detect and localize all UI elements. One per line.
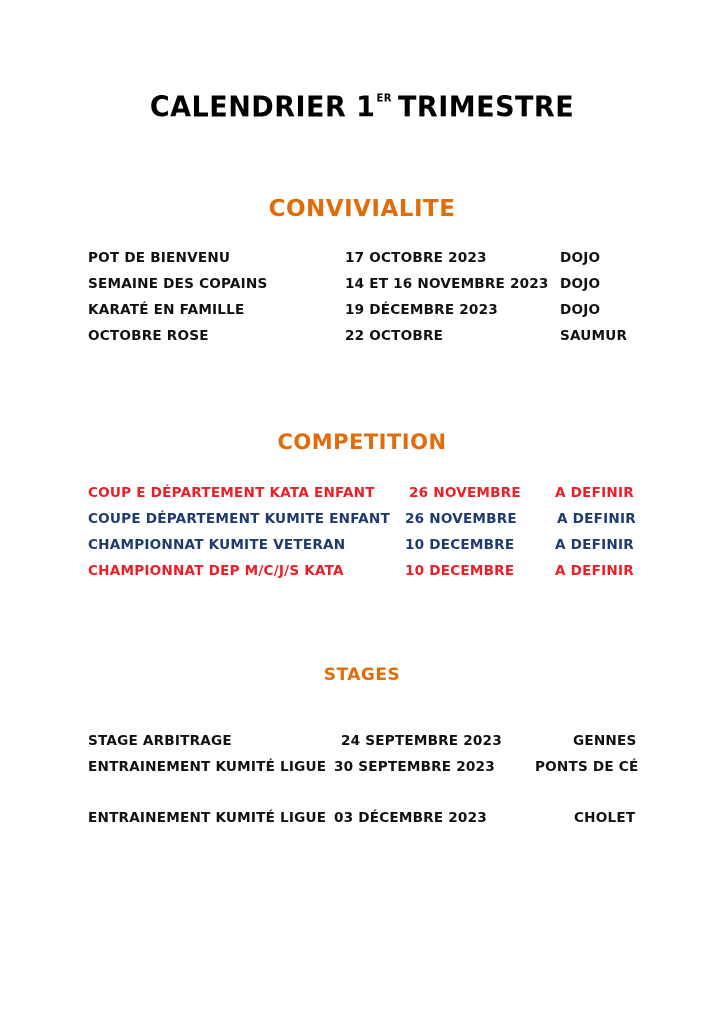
section-heading-competition: COMPETITION <box>277 430 447 454</box>
conv-row-2-event: SEMAINE DES COPAINS <box>88 276 268 292</box>
conv-row-3-date: 19 DÉCEMBRE 2023 <box>345 302 498 318</box>
stage-row-2-date: 30 SEPTEMBRE 2023 <box>334 759 495 775</box>
comp-row-4-event: CHAMPIONNAT DEP M/C/J/S KATA <box>88 563 344 579</box>
conv-row-2-date: 14 ET 16 NOVEMBRE 2023 <box>345 276 549 292</box>
section-heading-convivialite: CONVIVIALITE <box>268 196 456 222</box>
comp-row-2-place: A DEFINIR <box>557 511 636 527</box>
conv-row-1-place: DOJO <box>560 250 601 266</box>
stage-row-1-place: GENNES <box>573 733 637 749</box>
stage-row-2-place: PONTS DE CÉ <box>535 759 639 775</box>
stage-row-1-date: 24 SEPTEMBRE 2023 <box>341 733 502 749</box>
title-superscript: ER <box>376 93 392 105</box>
stage-row-3-place: CHOLET <box>574 810 636 826</box>
title-main: CALENDRIER 1 <box>149 91 376 124</box>
stage-row-2-event: ENTRAINEMENT KUMITÉ LIGUE <box>88 759 327 775</box>
comp-row-4-date: 10 DECEMBRE <box>405 563 515 579</box>
stage-row-3-date: 03 DÉCEMBRE 2023 <box>334 810 487 826</box>
comp-row-2-date: 26 NOVEMBRE <box>405 511 517 527</box>
section-heading-stages: STAGES <box>323 665 401 685</box>
comp-row-1-place: A DEFINIR <box>555 485 634 501</box>
comp-row-1-date: 26 NOVEMBRE <box>409 485 521 501</box>
page-title <box>0 91 724 124</box>
comp-row-1-event: COUP E DÉPARTEMENT KATA ENFANT <box>88 485 375 501</box>
conv-row-4-date: 22 OCTOBRE <box>345 328 444 344</box>
comp-row-4-place: A DEFINIR <box>555 563 634 579</box>
conv-row-3-event: KARATÉ EN FAMILLE <box>88 302 245 318</box>
comp-row-2-event: COUPE DÉPARTEMENT KUMITE ENFANT <box>88 511 390 527</box>
conv-row-1-date: 17 OCTOBRE 2023 <box>345 250 487 266</box>
comp-row-3-place: A DEFINIR <box>555 537 634 553</box>
title-rest: TRIMESTRE <box>398 91 575 124</box>
conv-row-3-place: DOJO <box>560 302 601 318</box>
conv-row-4-place: SAUMUR <box>560 328 628 344</box>
stage-row-3-event: ENTRAINEMENT KUMITÉ LIGUE <box>88 810 327 826</box>
conv-row-2-place: DOJO <box>560 276 601 292</box>
conv-row-1-event: POT DE BIENVENU <box>88 250 231 266</box>
stage-row-1-event: STAGE ARBITRAGE <box>88 733 232 749</box>
comp-row-3-date: 10 DECEMBRE <box>405 537 515 553</box>
conv-row-4-event: OCTOBRE ROSE <box>88 328 209 344</box>
comp-row-3-event: CHAMPIONNAT KUMITE VETERAN <box>88 537 346 553</box>
